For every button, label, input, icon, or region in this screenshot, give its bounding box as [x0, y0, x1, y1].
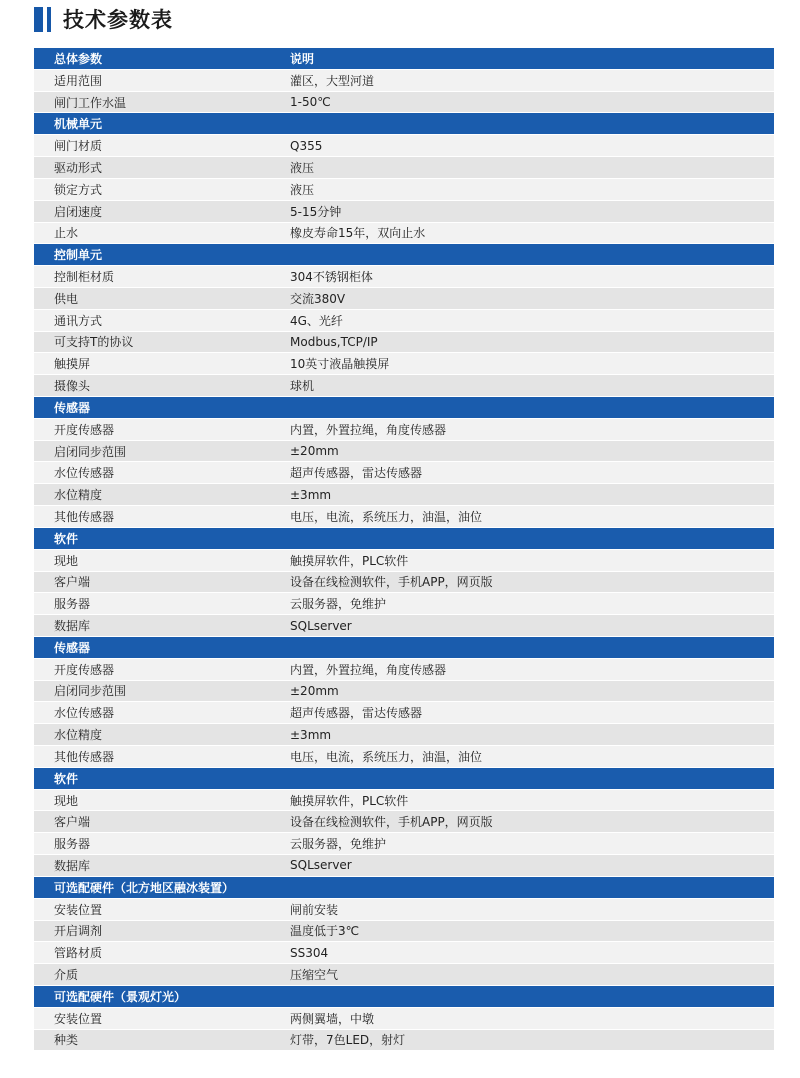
table-row — [34, 506, 774, 528]
param-name: 水位精度 — [54, 728, 103, 743]
param-value: ±20mm — [290, 444, 339, 459]
title-accent-bar-thin — [47, 7, 51, 32]
param-name: 其他传感器 — [54, 749, 115, 764]
table-row — [34, 550, 774, 572]
param-value: 触摸屏软件，PLC软件 — [290, 793, 409, 808]
param-name: 摄像头 — [54, 379, 91, 394]
param-value: 液压 — [290, 160, 315, 175]
table-row — [34, 92, 774, 114]
param-name: 可支持T的协议 — [54, 335, 134, 350]
table-row — [34, 593, 774, 615]
table-row — [34, 179, 774, 201]
param-value: 设备在线检测软件，手机APP，网页版 — [290, 815, 493, 830]
param-name: 安装位置 — [54, 902, 103, 917]
table-row — [34, 790, 774, 812]
table-row — [34, 462, 774, 484]
section-title: 软件 — [54, 771, 79, 786]
table-row — [34, 1008, 774, 1030]
table-row — [34, 419, 774, 441]
param-name: 现地 — [54, 793, 79, 808]
param-value: 温度低于3℃ — [290, 924, 360, 939]
param-value: 4G、光纤 — [290, 313, 343, 328]
table-row — [34, 615, 774, 637]
section-title: 传感器 — [54, 400, 91, 415]
table-row — [34, 70, 774, 92]
table-row — [34, 441, 774, 463]
table-row — [34, 855, 774, 877]
param-name: 现地 — [54, 553, 79, 568]
section-title: 机械单元 — [54, 117, 103, 132]
section-title: 传感器 — [54, 640, 91, 655]
table-row — [34, 157, 774, 179]
param-name: 开度传感器 — [54, 662, 115, 677]
param-value: 云服务器，免维护 — [290, 597, 387, 612]
param-name: 其他传感器 — [54, 509, 115, 524]
table-row — [34, 811, 774, 833]
param-name: 水位传感器 — [54, 706, 115, 721]
param-name: 管路材质 — [54, 946, 103, 961]
param-value: 液压 — [290, 182, 315, 197]
param-name: 水位精度 — [54, 488, 103, 503]
param-value: 灯带，7色LED，射灯 — [290, 1033, 406, 1048]
param-name: 水位传感器 — [54, 466, 115, 481]
param-value: ±3mm — [290, 487, 332, 502]
table-row — [34, 288, 774, 310]
section-header-row — [34, 113, 774, 135]
table-row — [34, 332, 774, 354]
table-row — [34, 899, 774, 921]
param-value: 5-15分钟 — [290, 204, 342, 219]
param-value: 内置，外置拉绳，角度传感器 — [290, 422, 447, 437]
param-name: 闸门工作水温 — [54, 95, 127, 110]
param-name: 客户端 — [54, 575, 91, 590]
param-name: 通讯方式 — [54, 313, 103, 328]
param-name: 驱动形式 — [54, 160, 103, 175]
param-name: 服务器 — [54, 597, 91, 612]
param-value: 电压，电流，系统压力，油温，油位 — [290, 749, 483, 764]
param-value: ±3mm — [290, 727, 332, 742]
param-name: 客户端 — [54, 815, 91, 830]
param-value: 触摸屏软件，PLC软件 — [290, 553, 409, 568]
param-value: 球机 — [290, 379, 315, 394]
param-value: 云服务器，免维护 — [290, 837, 387, 852]
param-value: Q355 — [290, 138, 323, 153]
param-value: SS304 — [290, 945, 329, 960]
table-row — [34, 353, 774, 375]
param-name: 触摸屏 — [54, 357, 91, 372]
param-name: 开度传感器 — [54, 422, 115, 437]
title-block — [34, 4, 173, 34]
section-header-row — [34, 244, 774, 266]
table-row — [34, 702, 774, 724]
page-title: 技术参数表 — [63, 8, 173, 32]
param-name: 启闭同步范围 — [54, 684, 127, 699]
param-name: 闸门材质 — [54, 139, 103, 154]
table-row — [34, 1030, 774, 1052]
table-row — [34, 484, 774, 506]
table-row — [34, 375, 774, 397]
section-title: 可选配硬件（景观灯光） — [54, 989, 187, 1004]
title-accent-bar — [34, 7, 43, 32]
param-name: 服务器 — [54, 837, 91, 852]
spec-table — [34, 48, 774, 1051]
table-row — [34, 921, 774, 943]
param-name: 控制柜材质 — [54, 270, 115, 285]
param-value: 304不锈钢柜体 — [290, 270, 373, 285]
section-header-row — [34, 528, 774, 550]
param-value: 1-50℃ — [290, 95, 331, 110]
table-row — [34, 746, 774, 768]
table-body — [34, 70, 774, 1052]
param-name: 止水 — [54, 226, 79, 241]
section-title: 可选配硬件（北方地区融冰装置） — [54, 880, 235, 895]
table-row — [34, 572, 774, 594]
param-value: Modbus,TCP/IP — [290, 334, 378, 349]
param-value: SQLserver — [290, 618, 352, 633]
param-name: 锁定方式 — [54, 182, 103, 197]
param-name: 开启调剂 — [54, 924, 103, 939]
table-row — [34, 266, 774, 288]
param-name: 数据库 — [54, 858, 91, 873]
param-name: 数据库 — [54, 619, 91, 634]
table-row — [34, 942, 774, 964]
table-row — [34, 833, 774, 855]
param-value: 内置，外置拉绳，角度传感器 — [290, 662, 447, 677]
table-row — [34, 223, 774, 245]
table-row — [34, 724, 774, 746]
param-value: 两侧翼墙，中墩 — [290, 1011, 375, 1026]
param-value: 超声传感器，雷达传感器 — [290, 706, 423, 721]
param-name: 安装位置 — [54, 1011, 103, 1026]
section-header-row — [34, 397, 774, 419]
param-value: 灌区，大型河道 — [290, 73, 375, 88]
param-name: 供电 — [54, 291, 79, 306]
param-value: 超声传感器，雷达传感器 — [290, 466, 423, 481]
param-name: 种类 — [54, 1033, 79, 1048]
param-value: ±20mm — [290, 683, 339, 698]
header-col-params: 总体参数 — [54, 51, 103, 66]
section-header-row — [34, 986, 774, 1008]
param-value: SQLserver — [290, 858, 352, 873]
table-header-row — [34, 48, 774, 70]
section-header-row — [34, 768, 774, 790]
table-row — [34, 135, 774, 157]
param-name: 启闭速度 — [54, 204, 103, 219]
section-title: 软件 — [54, 531, 79, 546]
param-value: 闸前安装 — [290, 902, 339, 917]
param-value: 10英寸液晶触摸屏 — [290, 357, 390, 372]
table-row — [34, 964, 774, 986]
table-row — [34, 659, 774, 681]
section-header-row — [34, 637, 774, 659]
param-value: 橡皮寿命15年，双向止水 — [290, 226, 426, 241]
param-name: 启闭同步范围 — [54, 444, 127, 459]
param-value: 设备在线检测软件，手机APP，网页版 — [290, 575, 493, 590]
table-row — [34, 310, 774, 332]
table-row — [34, 201, 774, 223]
param-value: 电压，电流，系统压力，油温，油位 — [290, 509, 483, 524]
table-row — [34, 681, 774, 703]
param-value: 压缩空气 — [290, 968, 339, 983]
section-title: 控制单元 — [54, 248, 103, 263]
section-header-row — [34, 877, 774, 899]
header-col-desc: 说明 — [290, 51, 315, 66]
param-name: 介质 — [54, 968, 79, 983]
param-name: 适用范围 — [54, 73, 103, 88]
param-value: 交流380V — [290, 291, 346, 306]
